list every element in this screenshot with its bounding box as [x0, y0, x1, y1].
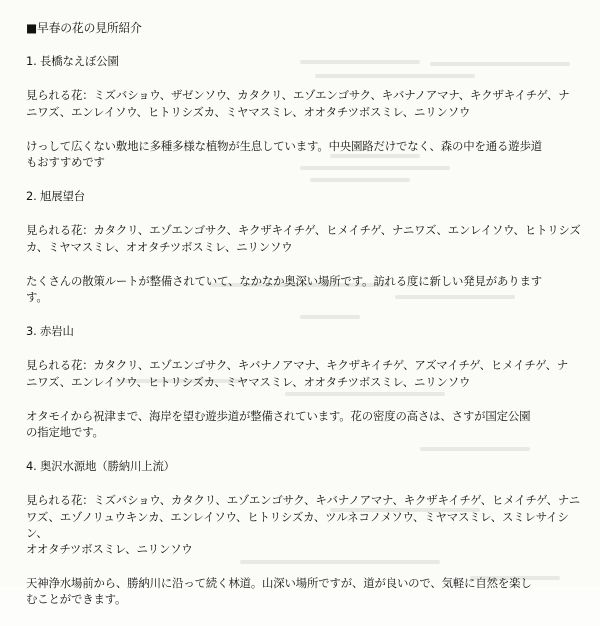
flower-list-line: 見られる花：カタクリ、エゾエンゴサク、キクザキイチゲ、ヒメイチゲ、ナニワズ、エンレイソウ、ヒトリシズ [26, 223, 581, 238]
section-description [26, 408, 586, 440]
description-line: の指定地です。 [26, 425, 104, 440]
description-line: たくさんの散策ルートが整備されていて、なかなか奥深い場所です。訪れる度に新しい発見があります [26, 273, 542, 288]
description-line: オタモイから祝津まで、海岸を望む遊歩道が整備されています。花の密度の高さは、さすが国定公園 [26, 408, 531, 423]
section-akaiwa-mountain [26, 323, 586, 440]
flower-list-line: 見られる花：カタクリ、エゾエンゴサク、キバナノアマナ、キクザキイチゲ、アズマイチゲ、ヒメイチゲ、ナ [26, 358, 569, 373]
section-heading: 1. 長橋なえぼ公園 [26, 54, 119, 69]
section-heading: 3. 赤岩山 [26, 324, 74, 339]
flower-list-line: ニワズ、エンレイソウ、ヒトリシズカ、ミヤマスミレ、オオタチツボスミレ、ニリンソウ [26, 374, 471, 389]
section-asahi-observatory [26, 188, 586, 305]
flower-list [26, 222, 586, 254]
section-description [26, 575, 586, 607]
flower-list [26, 492, 586, 557]
description-line: 天神浄水場前から、勝納川に沿って続く林道。山深い場所ですが、道が良いので、気軽に自然を楽し [26, 576, 532, 591]
description-line: けっして広くない敷地に多種多様な植物が生息しています。中央園路だけでなく、森の中を通る遊歩道 [26, 138, 542, 153]
description-line: もおすすめです [26, 155, 105, 170]
flower-list-line: オオタチツボスミレ、ニリンソウ [26, 542, 193, 557]
document-body [26, 20, 586, 626]
flower-list-line: 見られる花：ミズバショウ、カタクリ、エゾエンゴサク、キバナノアマナ、キクザキイチゲ、ヒメイチゲ、ナニ [26, 493, 580, 508]
section-okusawa-water-source [26, 458, 586, 607]
section-description [26, 138, 586, 170]
flower-list [26, 87, 586, 119]
document-title: ■早春の花の見所紹介 [26, 21, 142, 35]
flower-list-line: カ、ミヤマスミレ、オオタチツボスミレ、ニリンソウ [26, 239, 293, 254]
flower-list-line: ワズ、エゾノリュウキンカ、エンレイソウ、ヒトリシズカ、ツルネコノメソウ、ミヤマスミレ、スミレサイシン、 [26, 509, 569, 540]
section-nagahashi-naebo-park [26, 53, 586, 170]
flower-list-line: 見られる花：ミズバショウ、ザゼンソウ、カタクリ、エゾエンゴサク、キバナノアマナ、キクザキイチゲ、ナ [26, 88, 570, 103]
section-heading: 4. 奥沢水源地（勝納川上流） [26, 459, 175, 474]
section-heading: 2. 旭展望台 [26, 189, 86, 204]
flower-list [26, 357, 586, 389]
description-line: むことができます。 [26, 592, 127, 607]
section-description [26, 273, 586, 305]
flower-list-line: ニワズ、エンレイソウ、ヒトリシズカ、ミヤマスミレ、オオタチツボスミレ、ニリンソウ [26, 104, 471, 119]
description-line: す。 [26, 290, 48, 305]
